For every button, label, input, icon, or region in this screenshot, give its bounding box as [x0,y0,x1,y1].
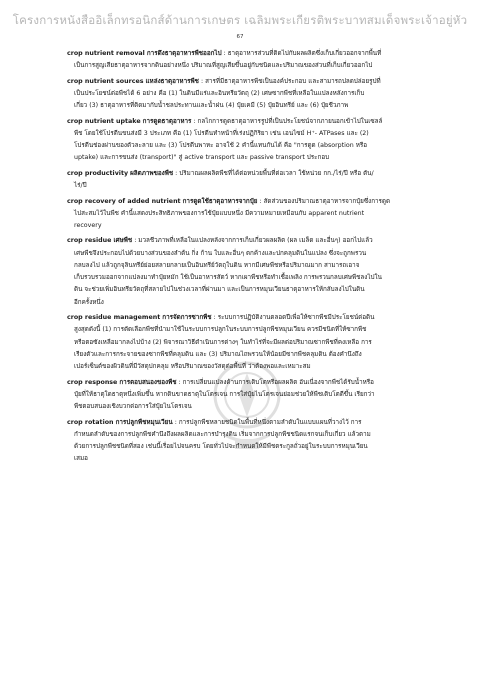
glossary-entry [67,196,462,233]
entry-definition-text: uptake) และการขนส่ง (transport)" สู่ active transport และ passive transport ประกอบ [74,154,330,162]
entry-thai-term: การดึงธาตุอาหารพืชออกไป [146,50,222,57]
entry-definition-text: ไร่/ปี [74,182,87,190]
entry-continuation-line [67,220,462,232]
entry-definition-text: ไปสะสมไว้ในพืช คำนี้แสดงประสิทธิภาพของการใช้ปุ๋ยแบบหนึ่ง มีความหมายเหมือนกับ apparent nutrient [74,209,365,217]
entry-continuation-line [67,441,462,453]
entry-definition-text: กำหนดลำดับของการปลูกพืชคำนึงถึงผลผลิตและการบำรุงดิน เริ่มจากการปลูกพืชชนิดแรกจนเก็บเกี่ยว แล้วตาม [74,430,371,438]
entry-first-line [67,168,462,180]
entry-continuation-line [67,429,462,441]
entry-thai-term: การปลูกพืชหมุนเวียน [115,418,173,426]
entry-definition-text: พืชตอบสนองเชิงบวกต่อการใส่ปุ๋ยไนโตรเจน [74,403,192,411]
entry-thai-term: เศษพืช [113,237,133,245]
entry-definition-text: เกี่ยว (3) ธาตุอาหารที่ติดมากับน้ำชลประทานและน้ำฝน (4) ปุ๋ยเคมี (5) ปุ๋ยอินทรีย์ และ (6) ปุ๋ยชีวภาพ [74,102,349,110]
entry-continuation-line [67,180,462,192]
entry-continuation-line [67,401,462,413]
entry-term: crop nutrient removal [67,50,145,57]
entry-definition-text: : ปริมาณผลผลิตพืชที่ได้ต่อหน่วยพื้นที่ต่อเวลา ใช้หน่วย กก./ไร่/ปี หรือ ตัน/ [175,169,374,177]
entry-definition-text: เป็นประโยชน์ต่อพืชได้ 6 อย่าง คือ (1) ในดินมีแร่และอินทรียวัตถุ (2) เศษซากพืชที่เหลือในแปลงหลังการเก็บ [74,89,365,97]
entry-first-line [67,377,462,389]
entry-thai-term: การดูดใช้ธาตุอาหารจากปุ๋ย [182,197,258,205]
entry-definition-text: ด้วยการปลูกพืชชนิดที่สอง เช่นนี้เรื่อยไปจนครบ โดยทั่วไปจะกำหนดให้มีพืชตระกูลถั่วอยู่ในระบบการหมุนเวียน [74,443,368,450]
entry-continuation-line [67,453,462,465]
entry-first-line [67,196,462,208]
glossary-entry [67,76,462,113]
entry-term: crop nutrient sources [67,77,144,85]
entry-first-line [67,116,462,128]
glossary-entry [67,235,462,309]
entry-definition-text: recovery [74,222,102,229]
entry-continuation-line [67,389,462,401]
entry-first-line [67,76,462,88]
entry-continuation-line [67,248,462,260]
entry-term: crop rotation [67,418,114,426]
entry-term: crop residue [67,237,112,245]
entry-continuation-line [67,260,462,272]
entry-definition-text: อีกครั้งหนึ่ง [74,298,104,306]
entry-continuation-line [67,361,462,373]
glossary-entry [67,377,462,414]
entry-continuation-line [67,60,462,72]
entry-first-line [67,417,462,429]
entry-definition-text: ดิน จะช่วยเพิ่มอินทรียวัตถุที่สลายไปในช่วงเวลาที่ผ่านมา และเป็นการหมุนเวียนธาตุอาหารให้กลับลงไปในดิน [74,286,365,294]
entry-definition-text: : ธาตุอาหารส่วนที่ติดไปกับผลผลิตซึ่งเก็บเกี่ยวออกจากพื้นที่ [223,50,382,57]
entry-first-line [67,312,462,324]
entry-first-line [67,235,462,247]
entry-definition-text: เศษพืชจึงประกอบไปด้วยบางส่วนของลำต้น กิ่ง ก้าน ใบและอื่นๆ ตกค้างและปกคลุมดินในแปลง ซึ่งจะถูกพรวน [74,249,367,257]
entry-term: crop recovery of added nutrient [67,197,181,205]
entry-continuation-line [67,100,462,112]
entry-term: crop productivity [67,169,129,177]
page-header: โครงการหนังสืออิเล็กทรอนิกส์ด้านการเกษตร เฉลิมพระเกียรติพระบาทสมเด็จพระเจ้าอยู่หัว [12,13,468,27]
entry-definition-text: : ระบบการปฏิบัติงานตลอดปีเพื่อให้ซากพืชมีประโยชน์ต่อดิน [213,314,375,322]
entry-definition-text: : สัดส่วนของปริมาณธาตุอาหารจากปุ๋ยซึ่งการดูด [259,197,391,205]
entry-definition-text: เก็บรวบรวมออกจากแปลงมาทำปุ๋ยหมัก ใช้เป็นอาหารสัตว์ หากเผาพืชหรือทำเชื้อเพลิง การพรวนกลบเศษพืชลงไปใน [74,274,382,282]
entry-continuation-line [67,152,462,164]
entry-definition-text: : กลไกการดูดธาตุอาหารรูปที่เป็นประโยชน์จากภายนอกเข้าไปในเซลล์ [193,117,383,125]
entry-continuation-line [67,324,462,336]
entry-definition-text: เรียงตัวและการกระจายของซากพืชที่คลุมดิน และ (3) ปริมาณไถพรวนให้น้อยมีซากพืชคลุมดิน ต้องคำนึงถึง [74,350,362,358]
entry-definition-text: : การเปลี่ยนแปลงด้านการเติบโตหรือผลผลิต อันเนื่องจากพืชได้รับน้ำหรือ [178,378,374,386]
entry-continuation-line [67,284,462,296]
entry-term: crop residue management [67,314,161,322]
entry-definition-text: : มวลชีวภาพที่เหลือในแปลงหลังจากการเก็บเกี่ยวผลผลิต (ผล เมล็ด และอื่นๆ) ออกไปแล้ว [134,237,373,245]
entry-thai-term: การจัดการซากพืช [162,314,212,322]
entry-definition-text: หรือตอซังเหลือมากลงไปบ้าง (2) พิจารณาวิธีดำเนินการต่างๆ ในทำไร่ที่จะมีผลต่อปริมาณซากพืชที่คงเหลือ การ [74,338,372,346]
entry-definition-text: พืช โดยใช้โปรตีนขนส่งมี 3 ประเภท คือ (1) โปรตีนทำหน้าที่เร่งปฏิกิริยา เช่น เอนไซม์ H⁺- ATPases และ (2) [74,129,369,137]
entry-continuation-line [67,140,462,152]
entry-definition-text: ปุ๋ยที่ให้ธาตุใดธาตุหนึ่งเพิ่มขึ้น หากดินขาดธาตุในโตรเจน การใส่ปุ๋ยไนโตรเจนย่อมช่วยให้พืชเติบโตดีขึ้น เรียกว่า [74,390,375,398]
entry-definition-text: กลบลงไป แล้วถูกจุลินทรีย์ย่อยสลายกลายเป็นอินทรีย์วัตถุในดิน หากมีเศษพืชหรือปริมาณมาก สามารถเอาจ [74,261,360,269]
entry-definition-text: สูงสุดดังนี้ (1) การตัดเลือกพืชที่นำมาใช้ในระบบการปลูกในระบบการปลูกพืชหมุนเวียน ควรมีชนิดที่ให้ซากพืช [74,326,367,334]
glossary-entry [67,312,462,373]
entry-thai-term: ผลิตภาพของพืช [130,169,174,177]
entry-first-line [67,48,462,60]
entry-continuation-line [67,349,462,361]
entry-definition-text: เปอร์เซ็นต์ของผิวดินที่มีวัสดุปกคลุม หรือปริมาณของวัสดุต่อพื้นที่ ว่าต้องพอและเหมาะสม [74,363,311,371]
page-number: 67 [236,34,244,40]
glossary-entry [67,116,462,165]
glossary-entry [67,417,462,466]
entry-thai-term: แหล่งธาตุอาหารพืช [145,77,199,85]
entry-definition-text: : การปลูกพืชหลายชนิดในพื้นที่หนึ่งตามลำดับในแบบแผนที่วางไว้ การ [174,418,362,426]
glossary-entries [67,48,462,469]
entry-term: crop response [67,378,118,386]
entry-continuation-line [67,208,462,220]
entry-thai-term: การตอบสนองของพืช [119,378,177,386]
entry-continuation-line [67,128,462,140]
entry-term: crop nutrient uptake [67,117,141,125]
entry-continuation-line [67,297,462,309]
entry-definition-text: : สารที่มีธาตุอาหารพืชเป็นองค์ประกอบ และสามารถปลดปล่อยรูปที่ [200,77,381,85]
entry-thai-term: การดูดธาตุอาหาร [142,117,192,125]
entry-definition-text: เป็นการสูญเสียธาตุอาหารจากดินอย่างหนึ่ง ปริมาณที่สูญเสียขึ้นอยู่กับชนิดและปริมาณของส่วนที่เก็บเกี่ยวออกไป [74,62,373,70]
entry-definition-text: โปรตีนช่องผ่านของตัวละลาย และ (3) โปรตีนพาหะ อาจใช้ 2 คำนี้แทนกันได้ คือ "การดูด (absorption หรือ [74,142,368,150]
entry-continuation-line [67,272,462,284]
glossary-entry [67,48,462,73]
entry-continuation-line [67,337,462,349]
entry-definition-text: เสมอ [74,455,88,463]
glossary-entry [67,168,462,193]
entry-continuation-line [67,88,462,100]
